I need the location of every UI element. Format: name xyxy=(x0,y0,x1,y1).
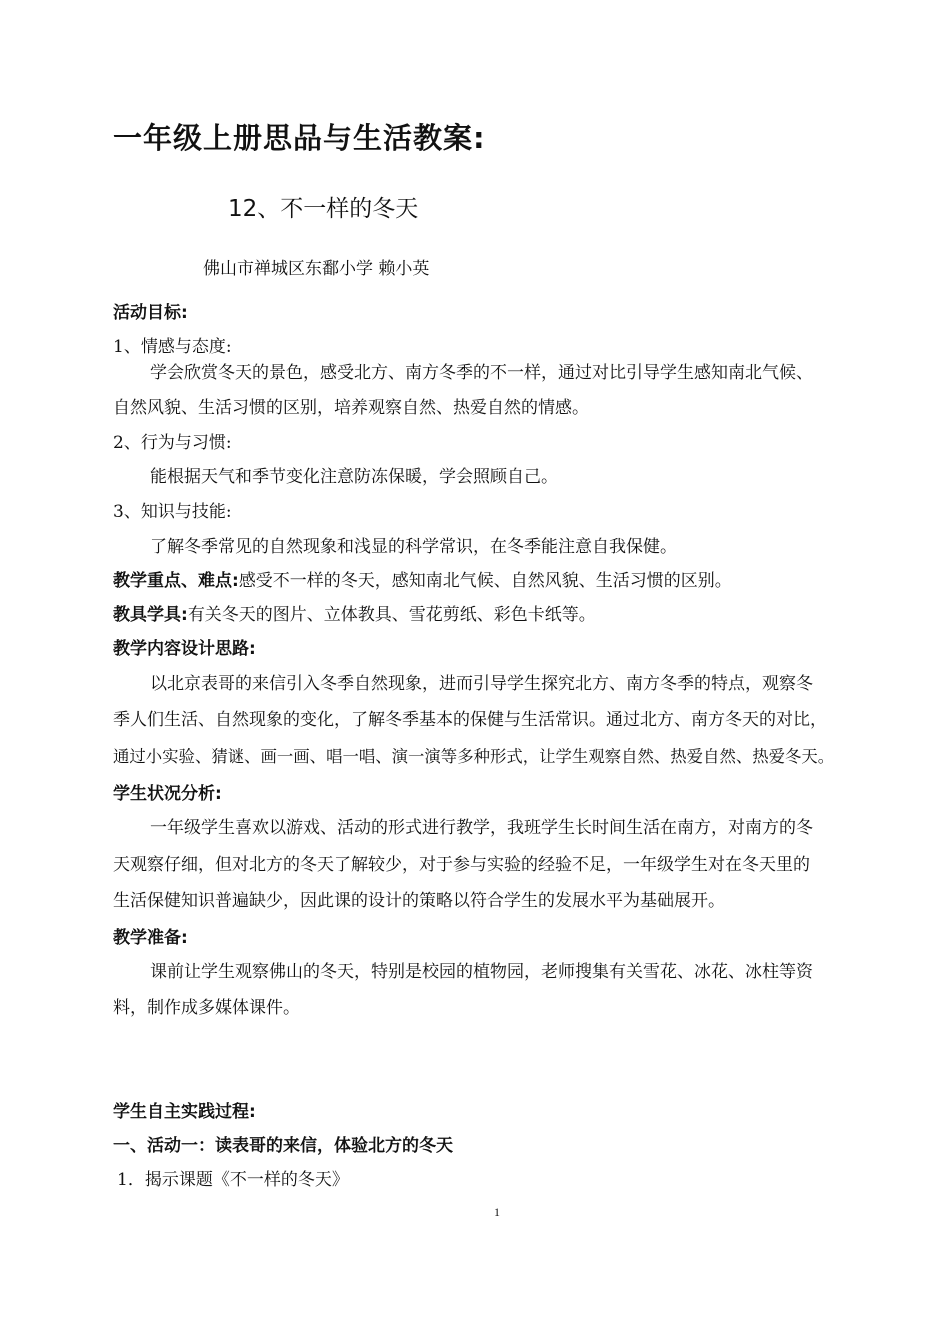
design-text-line2: 季人们生活、自然现象的变化，了解冬季基本的保健与生活常识。通过北方、南方冬天的对比， xyxy=(113,710,827,730)
goals-heading: 活动目标: xyxy=(113,303,188,323)
goal1-text-line1: 学会欣赏冬天的景色，感受北方、南方冬季的不一样，通过对比引导学生感知南北气候、 xyxy=(150,363,813,383)
goal1-label: 1、情感与态度: xyxy=(113,337,232,357)
design-text-line3: 通过小实验、猜谜、画一画、唱一唱、演一演等多种形式，让学生观察自然、热爱自然、热爱冬天。 xyxy=(113,747,835,766)
goal3-text: 了解冬季常见的自然现象和浅显的科学常识，在冬季能注意自我保健。 xyxy=(150,537,677,557)
activity1-heading: 一、活动一：读表哥的来信，体验北方的冬天 xyxy=(113,1136,453,1156)
analysis-text-line3: 生活保健知识普遍缺少，因此课的设计的策略以符合学生的发展水平为基础展开。 xyxy=(113,891,725,911)
practice-heading: 学生自主实践过程: xyxy=(113,1102,256,1122)
design-text-line1: 以北京表哥的来信引入冬季自然现象，进而引导学生探究北方、南方冬季的特点，观察冬 xyxy=(150,674,813,694)
key-points-text: 感受不一样的冬天，感知南北气候、自然风貌、生活习惯的区别。 xyxy=(238,571,732,591)
tools-line xyxy=(113,603,596,627)
analysis-text-line1: 一年级学生喜欢以游戏、活动的形式进行教学，我班学生长时间生活在南方，对南方的冬 xyxy=(150,818,813,838)
document-title: 一年级上册思品与生活教案: xyxy=(113,121,486,155)
prep-text-line2: 料，制作成多媒体课件。 xyxy=(113,998,300,1018)
design-heading: 教学内容设计思路: xyxy=(113,639,256,659)
analysis-text-line2: 天观察仔细，但对北方的冬天了解较少，对于参与实验的经验不足，一年级学生对在冬天里的 xyxy=(113,855,810,875)
prep-heading: 教学准备: xyxy=(113,928,188,948)
analysis-heading: 学生状况分析: xyxy=(113,784,222,804)
prep-text-line1: 课前让学生观察佛山的冬天，特别是校园的植物园，老师搜集有关雪花、冰花、冰柱等资 xyxy=(150,962,813,982)
step1-text: 1．揭示课题《不一样的冬天》 xyxy=(117,1170,349,1190)
author-line: 佛山市禅城区东鄱小学 赖小英 xyxy=(203,259,430,279)
tools-text: 有关冬天的图片、立体教具、雪花剪纸、彩色卡纸等。 xyxy=(187,605,596,625)
goal3-label: 3、知识与技能: xyxy=(113,502,232,522)
goal2-label: 2、行为与习惯: xyxy=(113,433,232,453)
key-points-label: 教学重点、难点: xyxy=(113,571,239,591)
tools-label: 教具学具: xyxy=(113,605,188,625)
goal1-text-line2: 自然风貌、生活习惯的区别，培养观察自然、热爱自然的情感。 xyxy=(113,398,589,418)
page-number: 1 xyxy=(494,1205,500,1219)
lesson-title: 12、不一样的冬天 xyxy=(228,196,419,222)
goal2-text: 能根据天气和季节变化注意防冻保暖，学会照顾自己。 xyxy=(150,467,558,487)
key-points-line xyxy=(113,569,732,593)
